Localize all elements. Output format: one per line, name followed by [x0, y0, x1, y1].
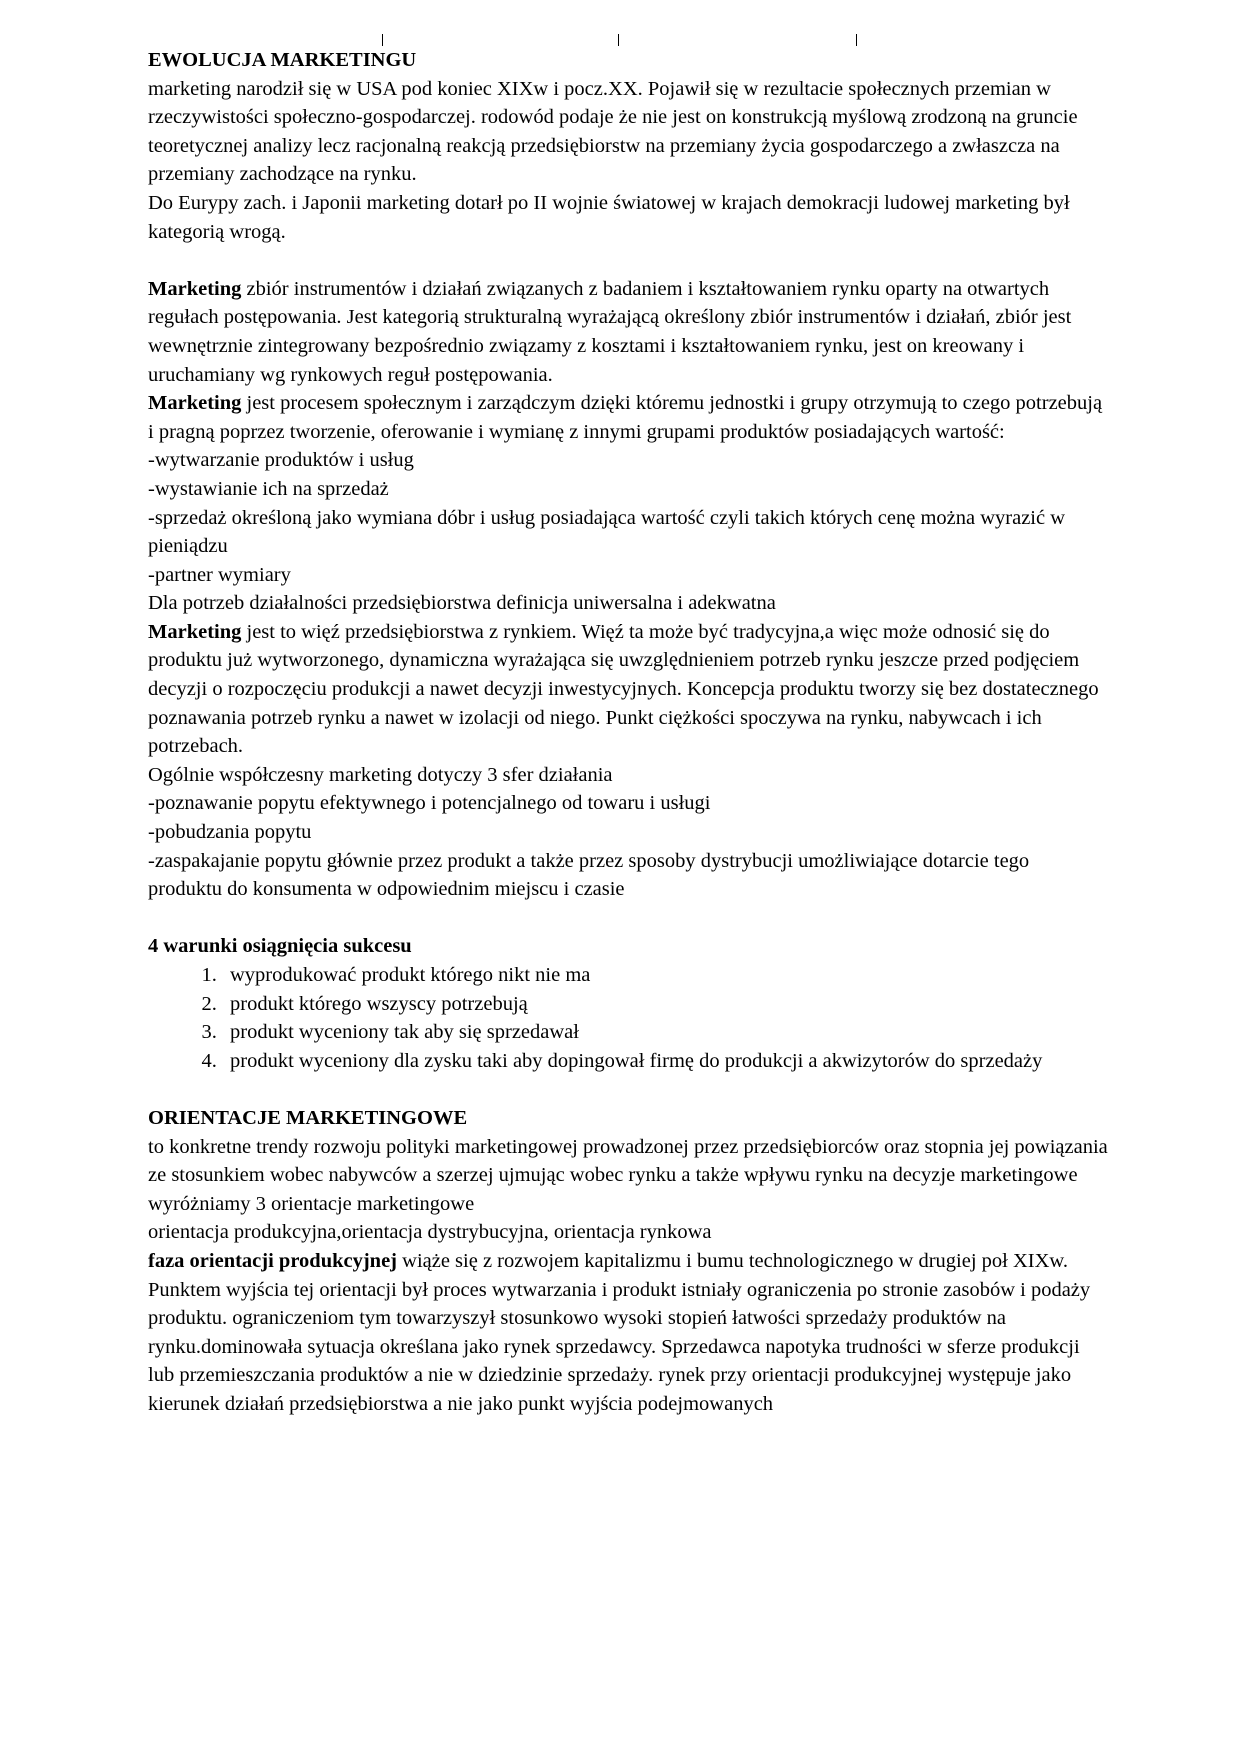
definition-paragraph	[148, 389, 1108, 446]
list-line: -sprzedaż określoną jako wymiana dóbr i usług posiadająca wartość czyli takich których cenę można wyrazić w pieniądzu	[148, 506, 1066, 558]
list-item: 4. produkt wyceniony dla zysku taki aby dopingował firmę do produkcji a akwizytorów do sprzedaży	[222, 1047, 1108, 1076]
blank-line	[148, 904, 1108, 933]
header-tick-mark	[856, 34, 857, 46]
definition-text: wiąże się z rozwojem kapitalizmu i bumu technologicznego w drugiej poł XIXw. Punktem wyjścia tej orientacji był proces wytwarzania i produkt istniały ograniczenia po stronie zasobów i podaży produktu. ograniczeniom tym towarzyszył stosunkowo wysoki stopień łatwości sprzedaży produktów na rynku.dominowała sytuacja określana jako rynek sprzedawcy. Sprzedawca napotyka trudności w sferze produkcji lub przemieszczania produktów a nie w dziedzinie sprzedaży. rynek przy orientacji produkcyjnej występuje jako kierunek działań przedsiębiorstwa a nie jako punkt wyjścia podejmowanych	[148, 1249, 1091, 1415]
section-heading-evolution: EWOLUCJA MARKETINGU	[148, 49, 417, 71]
section-heading-success: 4 warunki osiągnięcia sukcesu	[148, 935, 412, 958]
list-line: -partner wymiary	[148, 563, 291, 586]
success-conditions-list	[148, 961, 1108, 1075]
definition-paragraph	[148, 275, 1108, 389]
section-heading-orientations: ORIENTACJE MARKETINGOWE	[148, 1106, 468, 1129]
definition-paragraph	[148, 1247, 1108, 1419]
list-line: -wystawianie ich na sprzedaż	[148, 477, 389, 500]
list-line: -wytwarzanie produktów i usług	[148, 449, 414, 472]
definition-text: jest procesem społecznym i zarządczym dzięki któremu jednostki i grupy otrzymują to czego potrzebują i pragną poprzez tworzenie, oferowanie i wymianę z innymi grupami produktów posiadających wartość:	[148, 392, 1103, 443]
paragraph: marketing narodził się w USA pod koniec XIXw i pocz.XX. Pojawił się w rezultacie społecznych przemian w rzeczywistości społeczno-gospodarczej. rodowód podaje że nie jest on konstrukcją myślową zrodzoną na gruncie teoretycznej analizy lecz racjonalną reakcją przedsiębiorstw na przemiany życia gospodarczego a zwłaszcza na przemiany zachodzące na rynku.	[148, 77, 1078, 186]
list-line: -pobudzania popytu	[148, 821, 312, 844]
definition-text: zbiór instrumentów i działań związanych z badaniem i kształtowaniem rynku oparty na otwartych regułach postępowania. Jest kategorią strukturalną wyrażającą określony zbiór instrumentów i działań, zbiór jest wewnętrznie zintegrowany bezpośrednio związamy z kosztami i kształtowaniem rynku, jest on kreowany i uruchamiany wg rynkowych reguł postępowania.	[148, 277, 1072, 386]
document-body	[148, 46, 1108, 1419]
blank-line	[148, 1075, 1108, 1104]
bold-term: Marketing	[148, 620, 242, 643]
list-line: Dla potrzeb działalności przedsiębiorstwa definicja uniwersalna i adekwatna	[148, 592, 776, 615]
list-item: 1. wyprodukować produkt którego nikt nie ma	[222, 961, 1108, 990]
paragraph: to konkretne trendy rozwoju polityki marketingowej prowadzonej przez przedsiębiorców oraz stopnia jej powiązania ze stosunkiem wobec nabywców a szerzej ujmując wobec rynku a także wpływu rynku na decyzje marketingowe	[148, 1135, 1108, 1187]
list-item: 2. produkt którego wszyscy potrzebują	[222, 990, 1108, 1019]
list-item: 3. produkt wyceniony tak aby się sprzedawał	[222, 1018, 1108, 1047]
bold-term: faza orientacji produkcyjnej	[148, 1249, 398, 1272]
paragraph: orientacja produkcyjna,orientacja dystrybucyjna, orientacja rynkowa	[148, 1221, 712, 1244]
list-line: -poznawanie popytu efektywnego i potencjalnego od towaru i usługi	[148, 792, 711, 815]
definition-paragraph	[148, 618, 1108, 761]
definition-text: jest to więź przedsiębiorstwa z rynkiem. Więź ta może być tradycyjna,a więc może odnosić się do produktu już wytworzonego, dynamiczna wyrażająca się uwzględnieniem potrzeb rynku jeszcze przed podjęciem decyzji o rozpoczęciu produkcji a nawet decyzji inwestycyjnych. Koncepcja produktu tworzy się bez dostatecznego poznawania potrzeb rynku a nawet w izolacji od niego. Punkt ciężkości spoczywa na rynku, nabywcach i ich potrzebach.	[148, 620, 1099, 758]
bold-term: Marketing	[148, 392, 242, 415]
paragraph: Do Eurypy zach. i Japonii marketing dotarł po II wojnie światowej w krajach demokracji ludowej marketing był kategorią wrogą.	[148, 191, 1070, 243]
header-tick-mark	[618, 34, 619, 46]
header-tick-mark	[382, 34, 383, 46]
list-line: Ogólnie współczesny marketing dotyczy 3 sfer działania	[148, 763, 613, 786]
list-line: -zaspakajanie popytu głównie przez produkt a także przez sposoby dystrybucji umożliwiające dotarcie tego produktu do konsumenta w odpowiednim miejscu i czasie	[148, 849, 1030, 901]
blank-line	[148, 246, 1108, 275]
paragraph: wyróżniamy 3 orientacje marketingowe	[148, 1192, 475, 1215]
bold-term: Marketing	[148, 277, 242, 300]
